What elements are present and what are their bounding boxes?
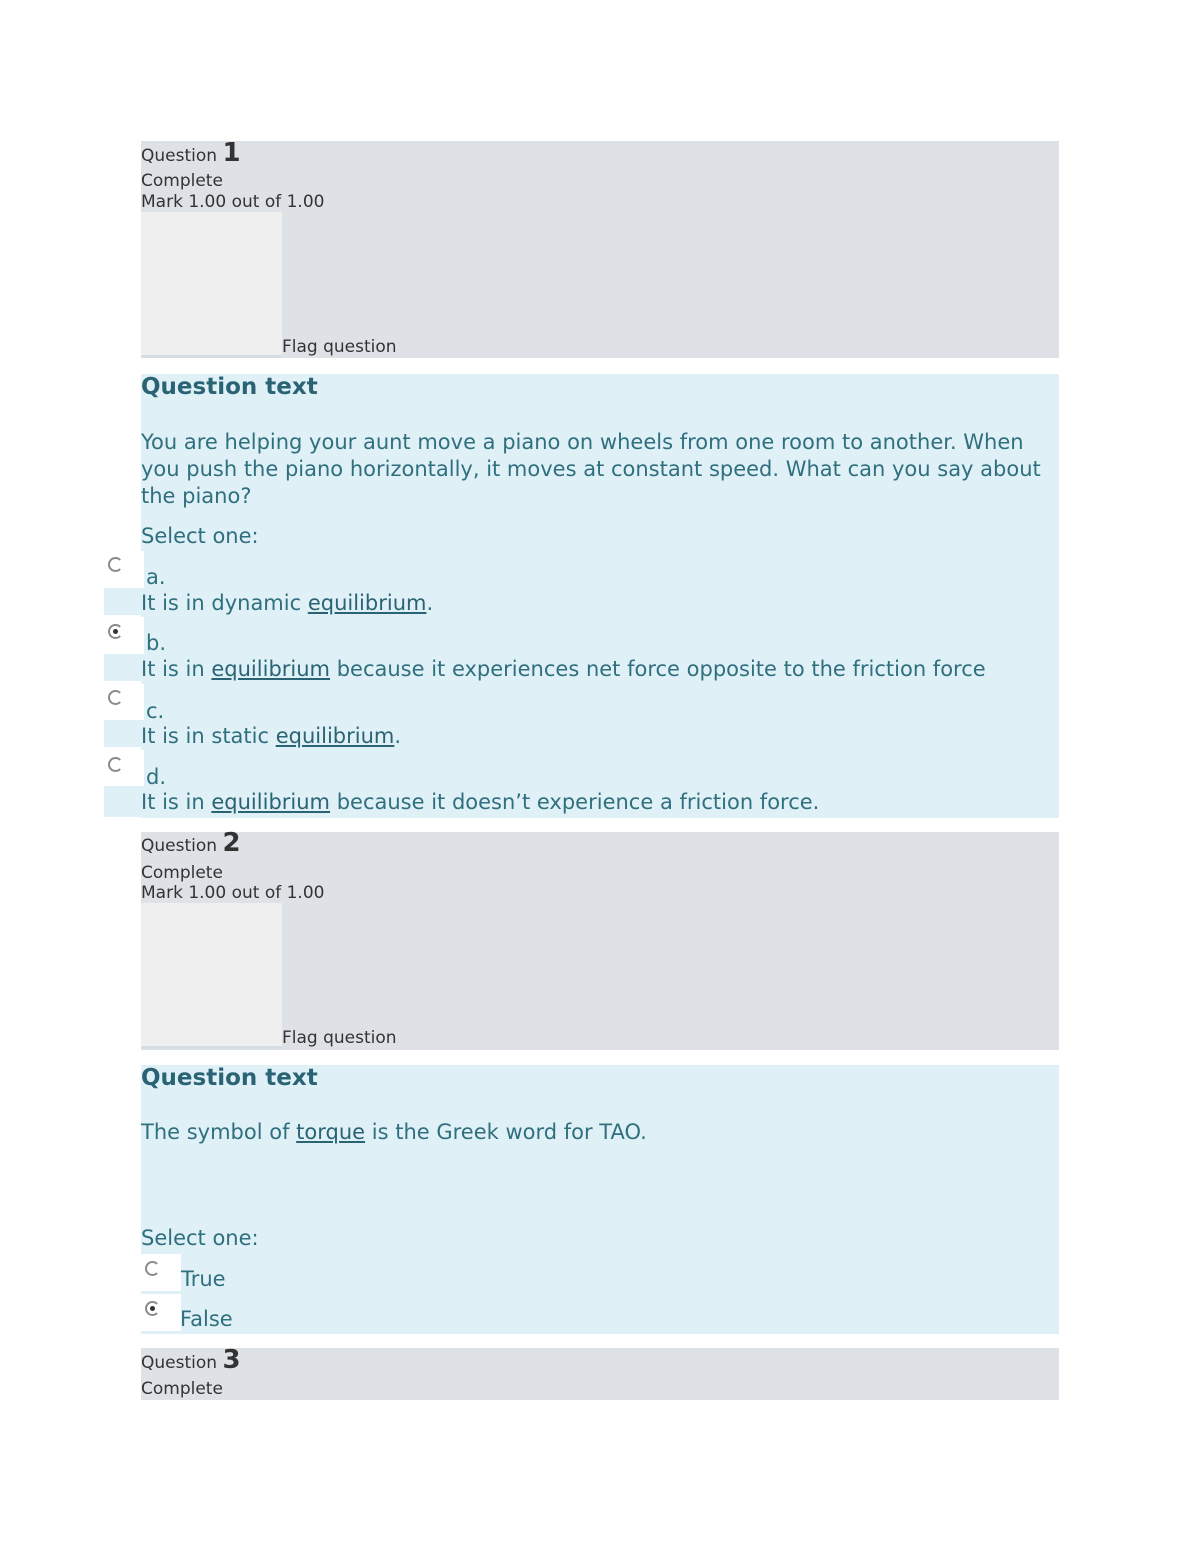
question-label: Question [141, 1353, 218, 1373]
option-false-label[interactable]: False [180, 1307, 233, 1331]
question-2-title [141, 828, 241, 858]
question-label: Question [141, 836, 218, 856]
flag-question-link[interactable]: Flag question [282, 1028, 397, 1048]
select-one-label: Select one: [141, 524, 259, 548]
option-c-text-pre: It is in static [141, 724, 276, 748]
question-number: 2 [222, 828, 241, 858]
question-label: Question [141, 146, 218, 166]
option-d-radio[interactable] [108, 757, 123, 772]
question-state: Complete [141, 171, 223, 191]
question-1-info [141, 138, 1059, 358]
option-c-radio[interactable] [108, 690, 123, 705]
question-text-pre: The symbol of [141, 1120, 297, 1144]
question-mark: Mark 1.00 out of 1.00 [141, 883, 325, 903]
flag-icon[interactable] [141, 212, 282, 358]
question-text-heading: Question text [141, 1065, 318, 1091]
question-text-heading: Question text [141, 374, 318, 400]
option-d-letter: d. [146, 765, 167, 789]
select-one-label: Select one: [141, 1226, 259, 1250]
question-state: Complete [141, 1379, 223, 1399]
question-2-info [141, 828, 1059, 1050]
question-text [141, 1119, 1041, 1146]
option-b-radio[interactable] [108, 624, 123, 639]
question-3-title [141, 1345, 241, 1375]
question-3-info [141, 1345, 1059, 1400]
glossary-link-equilibrium[interactable]: equilibrium [275, 724, 395, 748]
question-2-content [141, 1065, 1059, 1334]
glossary-link-equilibrium[interactable]: equilibrium [211, 657, 331, 681]
question-number: 3 [222, 1345, 241, 1375]
option-d-text[interactable] [141, 790, 819, 814]
option-b-letter: b. [146, 631, 167, 655]
option-b-text-pre: It is in [141, 657, 212, 681]
question-number: 1 [222, 138, 241, 168]
option-c-text-post: . [394, 724, 402, 748]
option-c-text[interactable] [141, 724, 401, 748]
option-b-text-post: because it experiences net force opposite to the friction force [330, 657, 986, 681]
question-1-title [141, 138, 241, 168]
flag-icon[interactable] [141, 903, 282, 1049]
option-c-letter: c. [146, 699, 165, 723]
option-a-radio[interactable] [108, 557, 123, 572]
option-b-text[interactable] [141, 657, 986, 681]
flag-question-link[interactable]: Flag question [282, 337, 397, 357]
glossary-link-equilibrium[interactable]: equilibrium [211, 790, 331, 814]
glossary-link-equilibrium[interactable]: equilibrium [307, 591, 427, 615]
question-text-post: is the Greek word for TAO. [365, 1120, 647, 1144]
option-a-text-post: . [426, 591, 434, 615]
option-false-radio[interactable] [145, 1301, 160, 1316]
option-d-text-post: because it doesn’t experience a friction force. [330, 790, 820, 814]
question-text: You are helping your aunt move a piano on wheels from one room to another. When you push the piano horizontally, it moves at constant speed. What can you say about the piano? [141, 430, 1041, 508]
option-a-text[interactable] [141, 591, 433, 615]
glossary-link-torque[interactable]: torque [296, 1120, 366, 1144]
option-true-label[interactable]: True [181, 1267, 226, 1291]
question-mark: Mark 1.00 out of 1.00 [141, 192, 325, 212]
question-state: Complete [141, 863, 223, 883]
option-a-text-pre: It is in dynamic [141, 591, 308, 615]
option-true-radio[interactable] [145, 1261, 160, 1276]
option-d-text-pre: It is in [141, 790, 212, 814]
option-a-letter: a. [146, 565, 166, 589]
